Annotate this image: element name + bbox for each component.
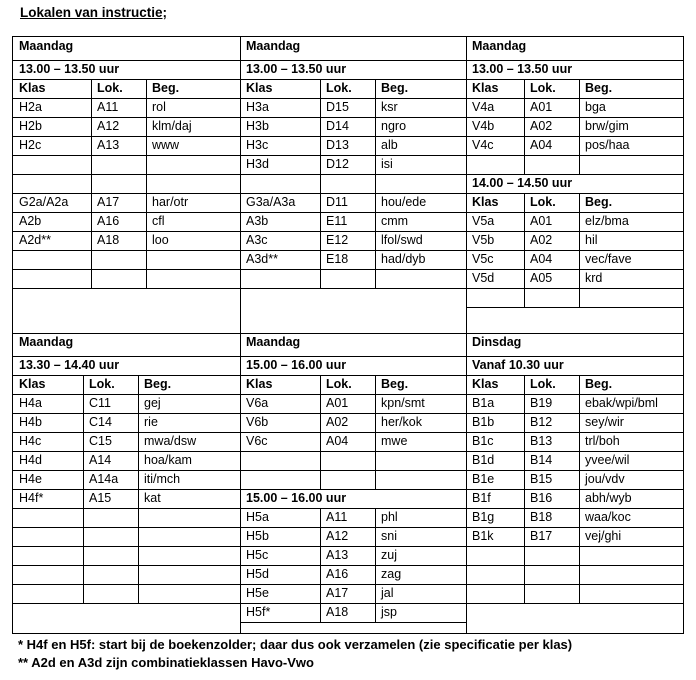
row-divider [466, 117, 683, 118]
row-divider [240, 117, 466, 118]
row-divider [466, 269, 683, 270]
lokaal-cell: E11 [326, 214, 348, 228]
klas-cell: H4c [19, 434, 42, 448]
klas-cell: A2b [19, 214, 42, 228]
begeleider-cell: hoa/kam [144, 453, 192, 467]
row-divider [13, 603, 240, 604]
row-divider [13, 432, 240, 433]
lokaal-cell: A17 [97, 195, 120, 209]
klas-cell: A3c [246, 233, 268, 247]
row-divider [13, 470, 240, 471]
row-divider [13, 250, 240, 251]
row-divider [13, 527, 240, 528]
schedule-table [12, 36, 684, 634]
begeleider-cell: rol [152, 100, 166, 114]
row-divider [240, 508, 466, 509]
begeleider-cell: jsp [381, 605, 397, 619]
lokaal-cell: B18 [530, 510, 553, 524]
klas-header: Klas [246, 81, 273, 95]
klas-cell: B1f [472, 491, 491, 505]
day-label: Maandag [19, 39, 74, 53]
lokaal-cell: A17 [326, 586, 349, 600]
row-divider [13, 79, 240, 80]
row-divider [466, 155, 683, 156]
row-divider [466, 60, 683, 61]
klas-cell: G3a/A3a [246, 195, 296, 209]
row-divider [466, 79, 683, 80]
klas-cell: B1c [472, 434, 494, 448]
cell-divider [524, 79, 525, 174]
lokaal-cell: B14 [530, 453, 553, 467]
row-divider [13, 489, 240, 490]
begeleider-cell: rie [144, 415, 158, 429]
lokaal-cell: A16 [97, 214, 120, 228]
row-divider [240, 136, 466, 137]
begeleider-cell: lfol/swd [381, 233, 423, 247]
begeleider-cell: loo [152, 233, 169, 247]
klas-cell: H5c [246, 548, 269, 562]
row-divider [13, 413, 240, 414]
klas-cell: H5d [246, 567, 269, 581]
klas-cell: H3c [246, 138, 269, 152]
klas-cell: V5d [472, 271, 495, 285]
begeleider-cell: mwe [381, 434, 408, 448]
row-divider [240, 584, 466, 585]
row-divider [240, 489, 466, 490]
begeleider-cell: isi [381, 157, 393, 171]
row-divider [240, 413, 466, 414]
row-divider [13, 333, 683, 334]
begeleider-cell: ebak/wpi/bml [585, 396, 658, 410]
klas-cell: V5c [472, 252, 494, 266]
begeleider-cell: sey/wir [585, 415, 624, 429]
klas-cell: B1d [472, 453, 495, 467]
lokaal-cell: A14a [89, 472, 119, 486]
time-label: 14.00 – 14.50 uur [472, 176, 573, 190]
klas-cell: H5f* [246, 605, 271, 619]
lok-header: Lok. [530, 195, 556, 209]
row-divider [466, 394, 683, 395]
row-divider [466, 565, 683, 566]
row-divider [466, 193, 683, 194]
begeleider-cell: brw/gim [585, 119, 629, 133]
klas-cell: H4b [19, 415, 42, 429]
row-divider [240, 470, 466, 471]
begeleider-cell: cmm [381, 214, 409, 228]
row-divider [466, 489, 683, 490]
lok-header: Lok. [530, 377, 556, 391]
lokaal-cell: B19 [530, 396, 553, 410]
lokaal-cell: D11 [326, 195, 349, 209]
klas-cell: V6c [246, 434, 268, 448]
row-divider [13, 394, 240, 395]
begeleider-cell: elz/bma [585, 214, 629, 228]
klas-header: Klas [472, 195, 499, 209]
cell-divider [375, 508, 376, 622]
cell-divider [138, 375, 139, 603]
beg-header: Beg. [585, 377, 613, 391]
lokaal-cell: B12 [530, 415, 553, 429]
row-divider [240, 193, 466, 194]
day-label: Maandag [472, 39, 527, 53]
lokaal-cell: A12 [326, 529, 349, 543]
klas-cell: B1e [472, 472, 495, 486]
cell-divider [146, 79, 147, 288]
row-divider [13, 269, 240, 270]
row-divider [466, 584, 683, 585]
lokaal-cell: A18 [97, 233, 120, 247]
row-divider [13, 451, 240, 452]
row-divider [240, 79, 466, 80]
begeleider-cell: gej [144, 396, 161, 410]
klas-cell: B1g [472, 510, 495, 524]
row-divider [466, 432, 683, 433]
cell-divider [375, 79, 376, 288]
cell-divider [524, 193, 525, 307]
begeleider-cell: ksr [381, 100, 398, 114]
lokaal-cell: D12 [326, 157, 349, 171]
klas-cell: H4a [19, 396, 42, 410]
lokaal-cell: C15 [89, 434, 112, 448]
begeleider-cell: zag [381, 567, 402, 581]
row-divider [240, 174, 466, 175]
begeleider-cell: vec/fave [585, 252, 632, 266]
row-divider [466, 231, 683, 232]
klas-cell: H5a [246, 510, 269, 524]
column-divider [466, 37, 467, 633]
time-label: 13.00 – 13.50 uur [472, 62, 573, 76]
klas-cell: G2a/A2a [19, 195, 69, 209]
klas-cell: B1b [472, 415, 495, 429]
beg-header: Beg. [381, 81, 409, 95]
row-divider [13, 212, 240, 213]
klas-cell: V5b [472, 233, 495, 247]
begeleider-cell: kat [144, 491, 161, 505]
lokaal-cell: A11 [326, 510, 348, 524]
klas-header: Klas [246, 377, 273, 391]
begeleider-cell: klm/daj [152, 119, 192, 133]
lokaal-cell: D14 [326, 119, 349, 133]
day-label: Maandag [246, 335, 301, 349]
row-divider [240, 356, 466, 357]
lokaal-cell: A05 [530, 271, 553, 285]
begeleider-cell: bga [585, 100, 606, 114]
klas-cell: B1k [472, 529, 494, 543]
lokaal-cell: A02 [530, 233, 553, 247]
row-divider [240, 269, 466, 270]
klas-cell: H2b [19, 119, 42, 133]
begeleider-cell: kpn/smt [381, 396, 425, 410]
lokaal-cell: A01 [326, 396, 349, 410]
lokaal-cell: A11 [97, 100, 119, 114]
row-divider [466, 174, 683, 175]
klas-cell: A2d** [19, 233, 51, 247]
cell-divider [579, 375, 580, 603]
lokaal-cell: A02 [530, 119, 553, 133]
row-divider [466, 413, 683, 414]
klas-cell: H4f* [19, 491, 44, 505]
row-divider [13, 288, 240, 289]
lok-header: Lok. [326, 81, 352, 95]
klas-cell: A3d** [246, 252, 278, 266]
cell-divider [579, 193, 580, 307]
klas-cell: V4c [472, 138, 494, 152]
row-divider [13, 508, 240, 509]
cell-divider [375, 375, 376, 489]
klas-cell: V6b [246, 415, 269, 429]
lokaal-cell: B16 [530, 491, 553, 505]
begeleider-cell: waa/koc [585, 510, 631, 524]
row-divider [240, 98, 466, 99]
begeleider-cell: jou/vdv [585, 472, 625, 486]
klas-cell: H4d [19, 453, 42, 467]
begeleider-cell: pos/haa [585, 138, 630, 152]
lokaal-cell: A13 [97, 138, 120, 152]
cell-divider [524, 375, 525, 603]
lok-header: Lok. [530, 81, 556, 95]
footnote-combinatieklassen: ** A2d en A3d zijn combinatieklassen Havo-Vwo [18, 655, 314, 670]
row-divider [13, 60, 240, 61]
klas-cell: H2a [19, 100, 42, 114]
klas-header: Klas [19, 377, 46, 391]
klas-cell: V4a [472, 100, 495, 114]
lok-header: Lok. [97, 81, 123, 95]
beg-header: Beg. [152, 81, 180, 95]
row-divider [240, 60, 466, 61]
row-divider [240, 527, 466, 528]
klas-header: Klas [472, 81, 499, 95]
row-divider [240, 250, 466, 251]
begeleider-cell: alb [381, 138, 398, 152]
row-divider [13, 174, 240, 175]
row-divider [240, 451, 466, 452]
lokaal-cell: A04 [530, 138, 553, 152]
beg-header: Beg. [144, 377, 172, 391]
column-divider [240, 37, 241, 633]
lokaal-cell: A01 [530, 214, 553, 228]
klas-header: Klas [19, 81, 46, 95]
lokaal-cell: A13 [326, 548, 349, 562]
lokaal-cell: A02 [326, 415, 349, 429]
begeleider-cell: hil [585, 233, 598, 247]
row-divider [466, 546, 683, 547]
day-label: Maandag [246, 39, 301, 53]
beg-header: Beg. [381, 377, 409, 391]
row-divider [466, 307, 683, 308]
row-divider [466, 250, 683, 251]
row-divider [466, 375, 683, 376]
klas-cell: H5e [246, 586, 269, 600]
cell-divider [91, 79, 92, 288]
row-divider [466, 98, 683, 99]
begeleider-cell: sni [381, 529, 397, 543]
klas-cell: V4b [472, 119, 495, 133]
klas-cell: V5a [472, 214, 495, 228]
begeleider-cell: phl [381, 510, 398, 524]
begeleider-cell: yvee/wil [585, 453, 630, 467]
row-divider [240, 432, 466, 433]
lokaal-cell: B17 [530, 529, 553, 543]
row-divider [240, 155, 466, 156]
begeleider-cell: cfl [152, 214, 165, 228]
klas-cell: H5b [246, 529, 269, 543]
row-divider [240, 603, 466, 604]
lokaal-cell: D13 [326, 138, 349, 152]
klas-cell: B1a [472, 396, 495, 410]
lok-header: Lok. [326, 377, 352, 391]
begeleider-cell: trl/boh [585, 434, 620, 448]
lokaal-cell: A16 [326, 567, 349, 581]
cell-divider [320, 79, 321, 288]
row-divider [13, 565, 240, 566]
lokaal-cell: A01 [530, 100, 553, 114]
row-divider [466, 136, 683, 137]
begeleider-cell: had/dyb [381, 252, 426, 266]
time-label: 13.00 – 13.50 uur [246, 62, 347, 76]
time-label: 15.00 – 16.00 uur [246, 491, 347, 505]
row-divider [13, 136, 240, 137]
lokaal-cell: E12 [326, 233, 349, 247]
row-divider [13, 356, 240, 357]
begeleider-cell: abh/wyb [585, 491, 632, 505]
begeleider-cell: her/kok [381, 415, 422, 429]
lokaal-cell: C14 [89, 415, 112, 429]
time-label: 13.00 – 13.50 uur [19, 62, 120, 76]
row-divider [13, 231, 240, 232]
row-divider [240, 394, 466, 395]
klas-cell: H4e [19, 472, 42, 486]
lokaal-cell: A04 [326, 434, 349, 448]
begeleider-cell: www [152, 138, 180, 152]
row-divider [240, 565, 466, 566]
lok-header: Lok. [89, 377, 115, 391]
row-divider [466, 603, 683, 604]
lokaal-cell: A18 [326, 605, 349, 619]
lokaal-cell: A12 [97, 119, 120, 133]
day-label: Dinsdag [472, 335, 522, 349]
cell-divider [579, 79, 580, 174]
klas-cell: H3d [246, 157, 269, 171]
footnote-boekenzolder: * H4f en H5f: start bij de boekenzolder; daar dus ook verzamelen (zie specificatie per klas) [18, 637, 573, 652]
row-divider [13, 155, 240, 156]
row-divider [13, 546, 240, 547]
klas-cell: V6a [246, 396, 269, 410]
row-divider [240, 546, 466, 547]
row-divider [13, 584, 240, 585]
lokaal-cell: B15 [530, 472, 553, 486]
row-divider [240, 288, 466, 289]
klas-header: Klas [472, 377, 499, 391]
klas-cell: H3b [246, 119, 269, 133]
lokaal-cell: A14 [89, 453, 112, 467]
lokaal-cell: B13 [530, 434, 553, 448]
row-divider [240, 231, 466, 232]
begeleider-cell: vej/ghi [585, 529, 622, 543]
beg-header: Beg. [585, 195, 613, 209]
row-divider [466, 527, 683, 528]
klas-cell: H3a [246, 100, 269, 114]
cell-divider [83, 375, 84, 603]
begeleider-cell: hou/ede [381, 195, 427, 209]
row-divider [240, 212, 466, 213]
row-divider [466, 470, 683, 471]
lokaal-cell: C11 [89, 396, 112, 410]
begeleider-cell: har/otr [152, 195, 189, 209]
row-divider [466, 356, 683, 357]
time-label: Vanaf 10.30 uur [472, 358, 564, 372]
row-divider [240, 375, 466, 376]
document-title: Lokalen van instructie; [20, 5, 168, 20]
begeleider-cell: mwa/dsw [144, 434, 197, 448]
begeleider-cell: krd [585, 271, 603, 285]
lokaal-cell: E18 [326, 252, 349, 266]
row-divider [466, 288, 683, 289]
cell-divider [320, 508, 321, 622]
row-divider [240, 622, 466, 623]
time-label: 13.30 – 14.40 uur [19, 358, 120, 372]
row-divider [466, 451, 683, 452]
lokaal-cell: D15 [326, 100, 349, 114]
begeleider-cell: iti/mch [144, 472, 181, 486]
row-divider [466, 508, 683, 509]
begeleider-cell: zuj [381, 548, 397, 562]
row-divider [13, 98, 240, 99]
klas-cell: A3b [246, 214, 269, 228]
row-divider [13, 193, 240, 194]
row-divider [13, 375, 240, 376]
cell-divider [320, 375, 321, 489]
lokaal-cell: A04 [530, 252, 553, 266]
klas-cell: H2c [19, 138, 42, 152]
time-label: 15.00 – 16.00 uur [246, 358, 347, 372]
begeleider-cell: jal [381, 586, 394, 600]
lokaal-cell: A15 [89, 491, 112, 505]
beg-header: Beg. [585, 81, 613, 95]
begeleider-cell: ngro [381, 119, 407, 133]
day-label: Maandag [19, 335, 74, 349]
row-divider [466, 212, 683, 213]
row-divider [13, 117, 240, 118]
